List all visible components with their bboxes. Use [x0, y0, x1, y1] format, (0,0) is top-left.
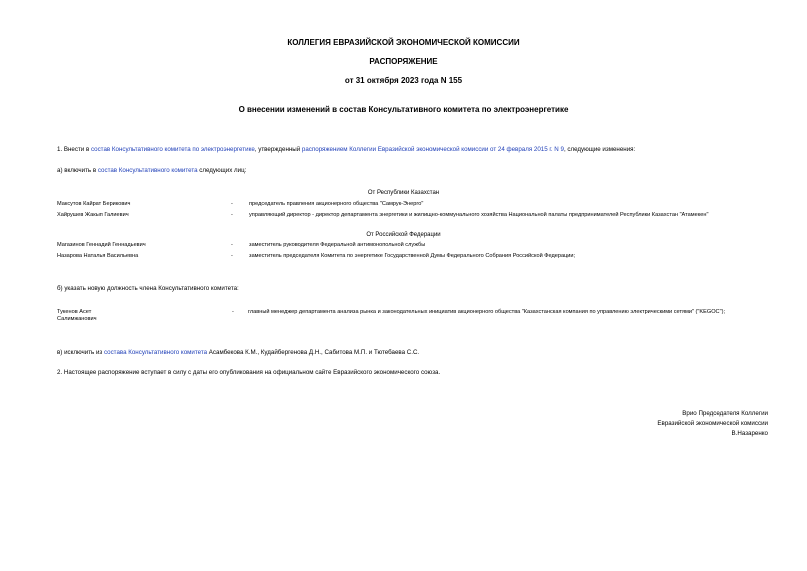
member-role: заместитель руководителя Федеральной антимонопольной службы [249, 242, 426, 248]
dash-separator: - [231, 242, 233, 248]
dash-separator: - [231, 212, 233, 218]
member-role: председатель правления акционерного общества "Самрук-Энерго" [249, 201, 424, 207]
country-russia-label: От Российской Федерации [366, 232, 441, 238]
member-name: Максутов Кайрат Берикович [57, 201, 131, 207]
item-a-paragraph: а) включить в состав Консультативного комитета следующих лиц: [57, 167, 247, 174]
member-name: Магазинов Геннадий Геннадьевич [57, 242, 146, 248]
committee-composition-link[interactable]: состав Консультативного комитета по электроэнергетике [90, 146, 255, 153]
committee-link-c[interactable]: состава Консультативного комитета [103, 349, 208, 356]
signature-line-1: Врио Председателя Коллегии [682, 410, 768, 417]
dash-separator: - [231, 201, 233, 207]
committee-link-a[interactable]: состав Консультативного комитета [97, 167, 198, 174]
signature-name: В.Назаренко [731, 430, 768, 437]
member-name: Хайрушев Жакып Галиевич [57, 212, 129, 218]
country-kazakhstan-label: От Республики Казахстан [367, 190, 440, 196]
dash-separator: - [231, 253, 233, 259]
decision-link[interactable]: распоряжением Коллегии Евразийской экономической комиссии от 24 февраля 2015 г. N 9 [301, 146, 564, 153]
member-name: Назарова Наталья Васильевна [57, 253, 139, 259]
member-name: Тукенов Асет Салимжанович [57, 309, 97, 322]
signature-line-2: Евразийской экономической комиссии [657, 420, 768, 427]
member-role: главный менеджер департамента анализа рынка и законодательных инициатив акционерного общества "Казахстанская компания по управлению электрическими сетями" ("KEGOC"); [248, 309, 725, 315]
org-title: КОЛЛЕГИЯ ЕВРАЗИЙСКОЙ ЭКОНОМИЧЕСКОЙ КОМИССИИ [287, 38, 520, 47]
item-1-paragraph: 1. Внести в состав Консультативного комитета по электроэнергетике, утвержденный распоряжением Коллегии Евразийской экономической комиссии от 24 февраля 2015 г. N 9, следующие изменения: [57, 146, 636, 153]
doc-type: РАСПОРЯЖЕНИЕ [369, 57, 438, 66]
dash-separator: - [232, 309, 234, 315]
item-2-paragraph: 2. Настоящее распоряжение вступает в силу с даты его опубликования на официальном сайте Евразийского экономического союза. [57, 369, 441, 376]
date-number: от 31 октября 2023 года N 155 [344, 76, 463, 85]
member-role: управляющий директор - директор департамента энергетики и жилищно-коммунального хозяйства Национальной палаты предпринимателей Республики Казахстан "Атамекен" [249, 212, 709, 218]
member-role: заместитель председателя Комитета по энергетике Государственной Думы Федерального Собрания Российской Федерации; [249, 253, 576, 259]
item-c-paragraph: в) исключить из состава Консультативного комитета Асамбекова К.М., Кудайбергенова Д.Н., Сабитова М.П. и Тютебаева С.С. [57, 349, 420, 356]
item-b-paragraph: б) указать новую должность члена Консультативного комитета: [57, 285, 239, 292]
doc-subject: О внесении изменений в состав Консультативного комитета по электроэнергетике [238, 105, 569, 114]
